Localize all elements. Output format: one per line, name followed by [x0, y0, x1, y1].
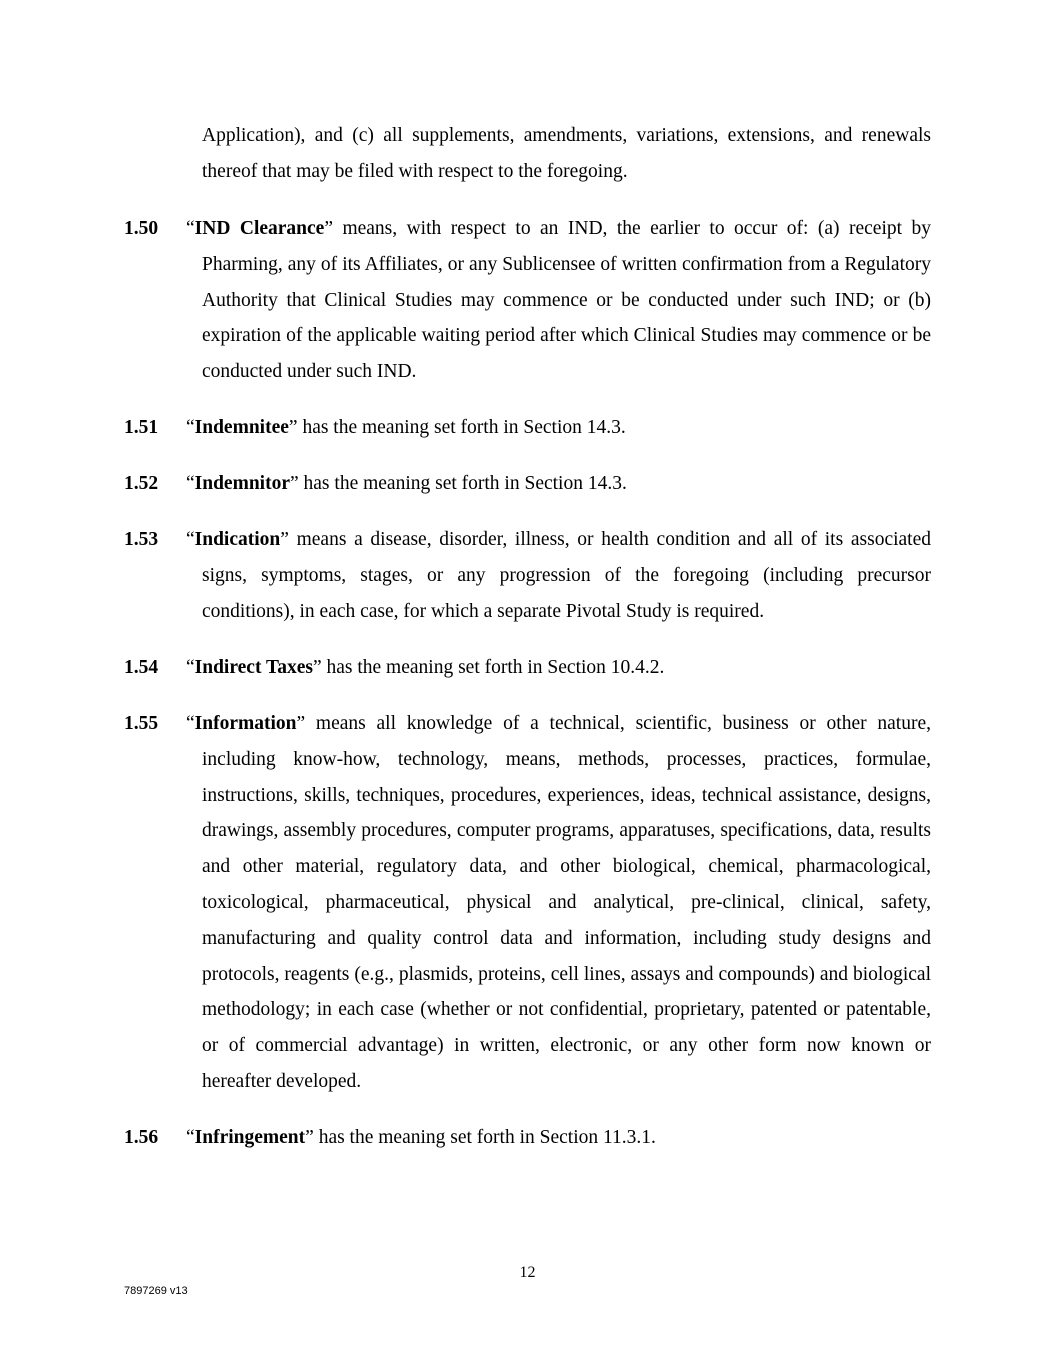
section-number: 1.51 [124, 417, 159, 438]
definition-body: “Indication” means a disease, disorder, illness, or health condition and all of its associated signs, symptoms, stages, or any progression of the foregoing (including precursor conditions), in each case, for which a separate Pivotal Study is required. [186, 529, 931, 622]
section-number: 1.55 [124, 713, 159, 734]
defined-term: IND Clearance [194, 218, 325, 239]
defined-term: Indemnitee [194, 417, 289, 438]
definition-body: “Infringement” has the meaning set forth in Section 11.3.1. [186, 1127, 656, 1148]
definition-1-50 [124, 211, 931, 390]
definition-body: “IND Clearance” means, with respect to an IND, the earlier to occur of: (a) receipt by Pharming, any of its Affiliates, or any Sublicensee of written confirmation from a Regulatory Authority that Clinical Studies may commence or be conducted under such IND; or (b) expiration of the applicable waiting period after which Clinical Studies may commence or be conducted under such IND. [186, 218, 931, 383]
definition-1-51 [124, 410, 931, 446]
definition-text: means, with respect to an IND, the earlier to occur of: (a) receipt by Pharming, any of its Affiliates, or any Sublicensee of written confirmation from a Regulatory Authority that Clinical Studies may commence or be conducted under such IND; or (b) expiration of the applicable waiting period after which Clinical Studies may commence or be conducted under such IND. [202, 218, 931, 383]
defined-term: Indemnitor [194, 473, 290, 494]
document-id: 7897269 v13 [124, 1285, 188, 1297]
section-number: 1.53 [124, 529, 159, 550]
definition-body: “Indirect Taxes” has the meaning set forth in Section 10.4.2. [186, 657, 665, 678]
section-number: 1.50 [124, 218, 159, 239]
definition-text: has the meaning set forth in Section 11.3.1. [313, 1127, 656, 1148]
definition-text: has the meaning set forth in Section 10.4.2. [321, 657, 665, 678]
definition-text: means all knowledge of a technical, scientific, business or other nature, including know-how, technology, means, methods, processes, practices, formulae, instructions, skills, techniques, procedures, experiences, ideas, technical assistance, designs, drawings, assembly procedures, computer programs, apparatuses, specifications, data, results and other material, regulatory data, and other biological, chemical, pharmacological, toxicological, pharmaceutical, physical and analytical, pre-clinical, clinical, safety, manufacturing and quality control data and information, including study designs and protocols, reagents (e.g., plasmids, proteins, cell lines, assays and compounds) and biological methodology; in each case (whether or not confidential, proprietary, patented or patentable, or of commercial advantage) in written, electronic, or any other form now known or hereafter developed. [202, 713, 931, 1092]
definition-1-56 [124, 1120, 931, 1156]
defined-term: Information [194, 713, 297, 734]
definition-text: means a disease, disorder, illness, or health condition and all of its associated signs, symptoms, stages, or any progression of the foregoing (including precursor conditions), in each case, for which a separate Pivotal Study is required. [202, 529, 931, 622]
page-number: 12 [519, 1264, 536, 1281]
defined-term: Infringement [194, 1127, 306, 1148]
definition-body: “Information” means all knowledge of a technical, scientific, business or other nature, including know-how, technology, means, methods, processes, practices, formulae, instructions, skills, techniques, procedures, experiences, ideas, technical assistance, designs, drawings, assembly procedures, computer programs, apparatuses, specifications, data, results and other material, regulatory data, and other biological, chemical, pharmacological, toxicological, pharmaceutical, physical and analytical, pre-clinical, clinical, safety, manufacturing and quality control data and information, including study designs and protocols, reagents (e.g., plasmids, proteins, cell lines, assays and compounds) and biological methodology; in each case (whether or not confidential, proprietary, patented or patentable, or of commercial advantage) in written, electronic, or any other form now known or hereafter developed. [186, 713, 931, 1092]
definition-1-53 [124, 522, 931, 629]
definition-body: “Indemnitee” has the meaning set forth in Section 14.3. [186, 417, 626, 438]
continuation-paragraph: Application), and (c) all supplements, amendments, variations, extensions, and renewals thereof that may be filed with respect to the foregoing. [202, 125, 931, 182]
defined-term: Indirect Taxes [194, 657, 313, 678]
defined-term: Indication [194, 529, 281, 550]
section-number: 1.56 [124, 1127, 159, 1148]
definition-text: has the meaning set forth in Section 14.3. [297, 417, 626, 438]
definition-1-55 [124, 706, 931, 1100]
definition-body: “Indemnitor” has the meaning set forth in Section 14.3. [186, 473, 627, 494]
section-number: 1.52 [124, 473, 159, 494]
definition-1-52 [124, 466, 931, 502]
definition-text: has the meaning set forth in Section 14.3. [298, 473, 627, 494]
section-number: 1.54 [124, 657, 159, 678]
definition-1-54 [124, 650, 931, 686]
